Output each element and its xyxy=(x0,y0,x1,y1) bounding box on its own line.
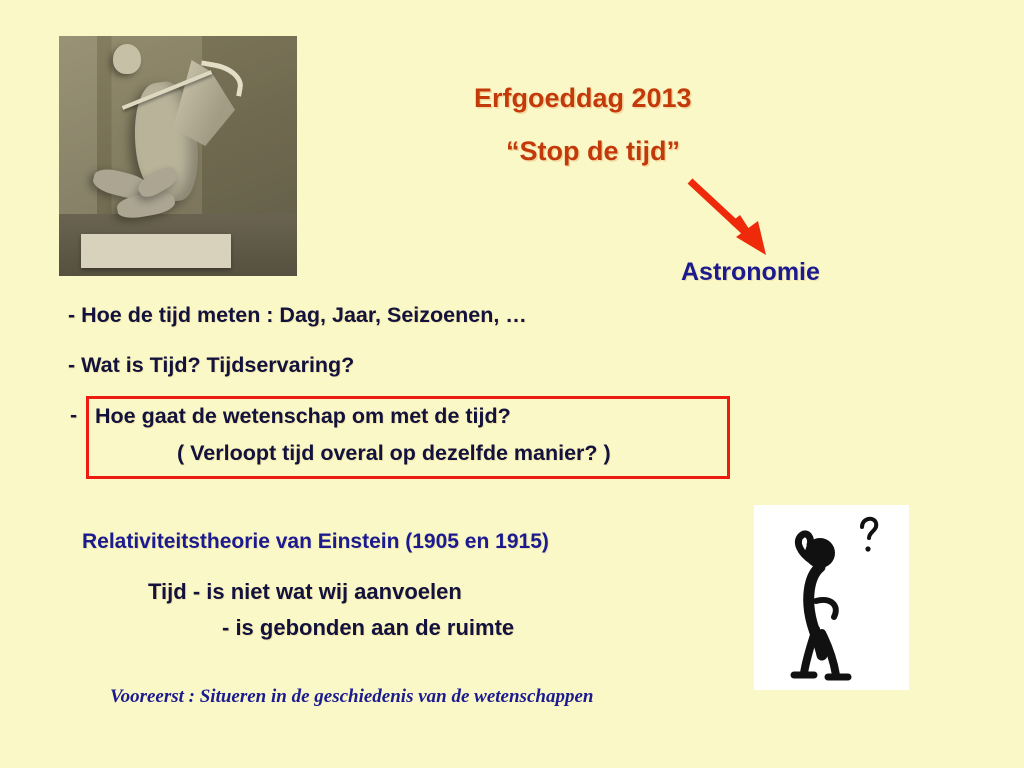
thinking-person-clipart xyxy=(754,505,909,690)
highlight-box-science-question xyxy=(86,396,730,479)
bullet-dash-marker: - xyxy=(70,403,78,427)
red-arrow-icon xyxy=(684,175,776,267)
relativity-line-1: Tijd - is niet wat wij aanvoelen xyxy=(148,579,462,604)
sculpture-photo xyxy=(59,36,297,276)
box-line-2: ( Verloopt tijd overal op dezelfde manier? ) xyxy=(177,441,611,465)
sculpture-legs xyxy=(91,166,183,228)
sculpture-head xyxy=(113,44,141,74)
bullet-wat-is-tijd: - Wat is Tijd? Tijdservaring? xyxy=(68,353,355,377)
relativity-line-2: - is gebonden aan de ruimte xyxy=(222,615,515,640)
footnote-text: Vooreerst : Situeren in de geschiedenis van de wetenschappen xyxy=(110,686,594,707)
astronomie-heading: Astronomie xyxy=(681,258,820,286)
slide-title-secondary: “Stop de tijd” xyxy=(506,136,680,166)
slide-title-primary: Erfgoeddag 2013 xyxy=(474,83,692,113)
box-line-1: Hoe gaat de wetenschap om met de tijd? xyxy=(95,404,511,428)
relativity-heading: Relativiteitstheorie van Einstein (1905 en 1915) xyxy=(82,530,549,553)
bullet-hoe-de-tijd-meten: - Hoe de tijd meten : Dag, Jaar, Seizoenen, … xyxy=(68,303,527,327)
